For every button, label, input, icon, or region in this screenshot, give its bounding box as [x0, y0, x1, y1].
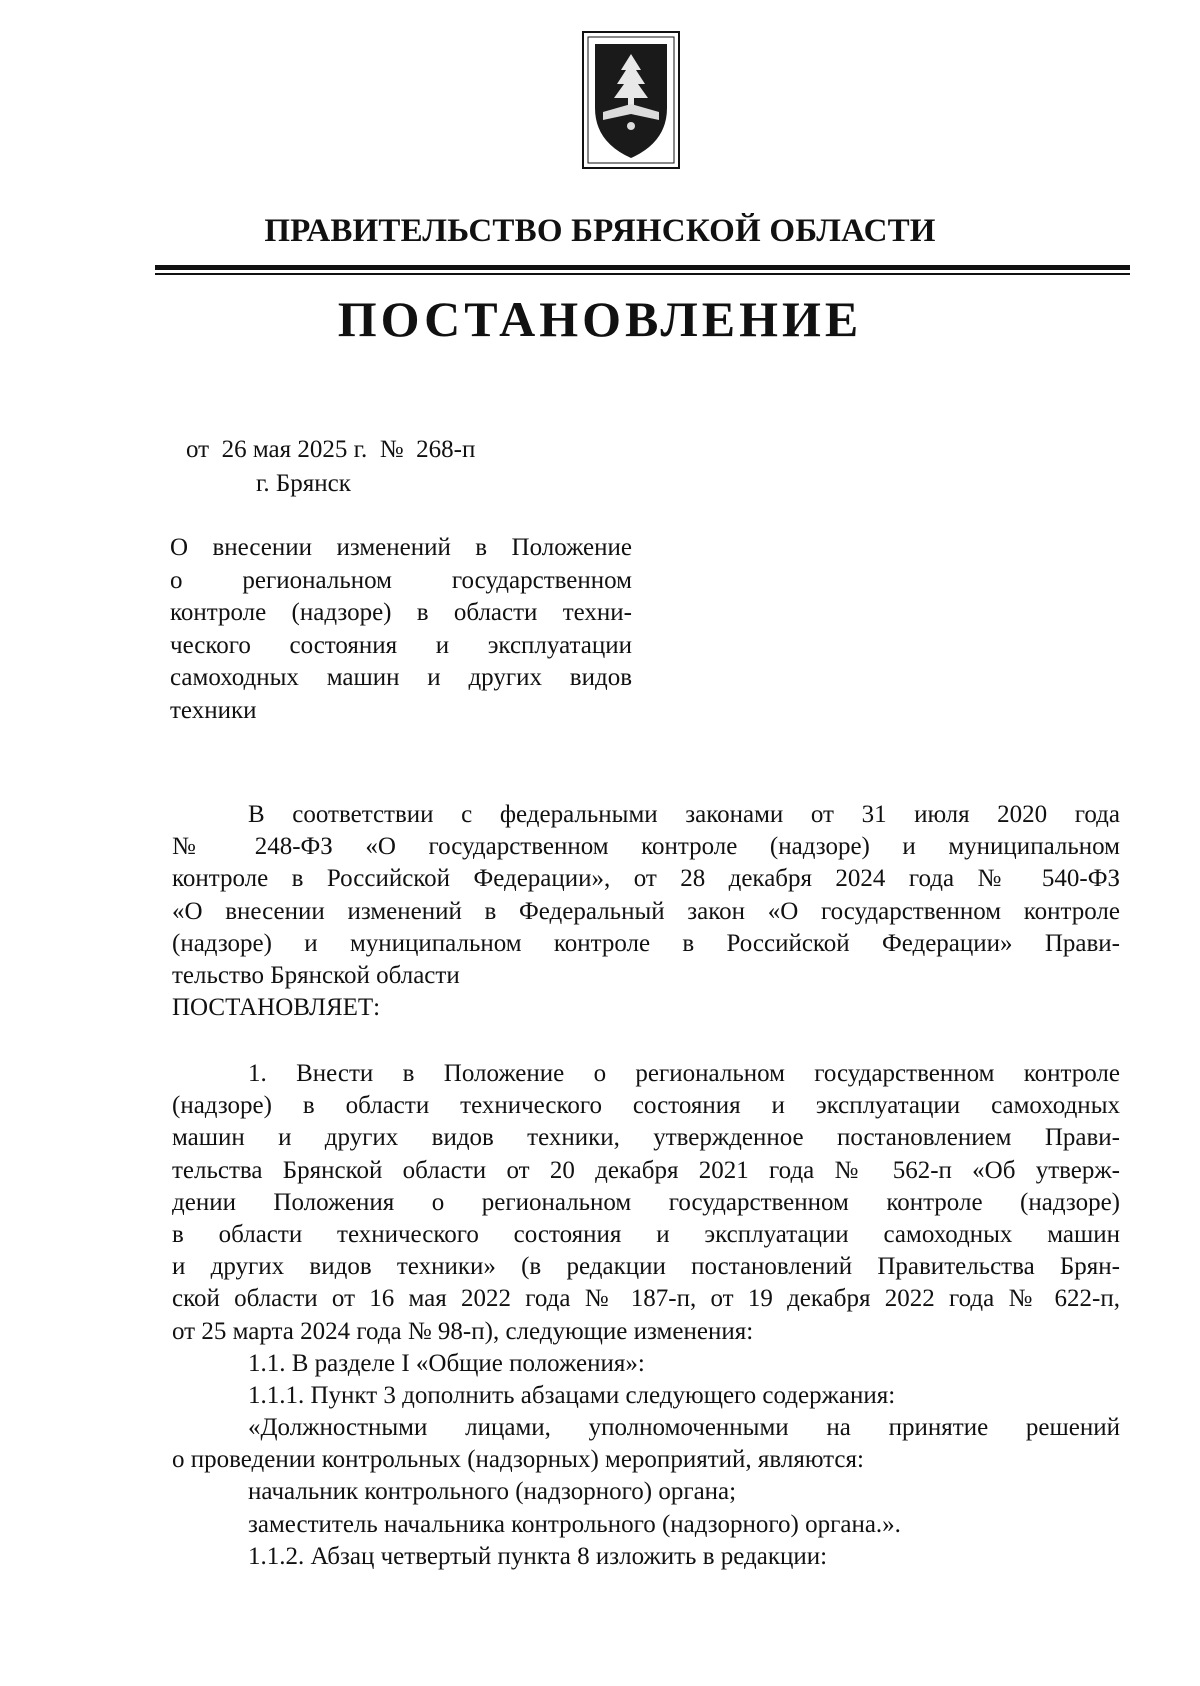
- text-line: от 25 марта 2024 года № 98-п), следующие изменения:: [172, 1317, 754, 1345]
- subject-line: контроле (надзоре) в области техни-: [170, 599, 632, 626]
- text-line: 1.1.2. Абзац четвертый пункта 8 изложить в редакции:: [248, 1542, 828, 1570]
- document-type-title: ПОСТАНОВЛЕНИЕ: [337, 291, 863, 347]
- government-title: ПРАВИТЕЛЬСТВО БРЯНСКОЙ ОБЛАСТИ: [264, 213, 936, 249]
- text-line: начальник контрольного (надзорного) органа;: [248, 1478, 737, 1506]
- subject-block: [170, 532, 632, 727]
- city-name: г. Брянск: [256, 470, 351, 497]
- text-line: и других видов техники» (в редакции постановлений Правительства Брян-: [172, 1253, 1120, 1281]
- subject-line: ческого состояния и эксплуатации: [170, 631, 632, 659]
- header-rule-thin: [155, 273, 1130, 275]
- text-line: «О внесении изменений в Федеральный закон «О государственном контроле: [172, 897, 1120, 925]
- item-1-block: [172, 1058, 1120, 1573]
- date-number-line: от 26 мая 2025 г. № 268-п: [186, 436, 476, 463]
- text-line: 1.1.1. Пункт 3 дополнить абзацами следующего содержания:: [248, 1381, 896, 1409]
- text-line: в области технического состояния и эксплуатации самоходных машин: [172, 1220, 1120, 1248]
- text-line: «Должностными лицами, уполномоченными на принятие решений: [248, 1414, 1120, 1442]
- text-line: № 248-ФЗ «О государственном контроле (надзоре) и муниципальном: [172, 833, 1120, 861]
- text-line: (надзоре) и муниципальном контроле в Российской Федерации» Прави-: [172, 929, 1120, 957]
- header-rule-thick: [155, 265, 1130, 270]
- preamble-paragraph: [172, 799, 1120, 1024]
- text-line: машин и других видов техники, утвержденное постановлением Прави-: [172, 1124, 1120, 1152]
- text-line: 1. Внести в Положение о региональном государственном контроле: [248, 1060, 1120, 1087]
- text-line: (надзоре) в области технического состояния и эксплуатации самоходных: [172, 1092, 1120, 1120]
- text-line: тельство Брянской области: [172, 961, 460, 989]
- text-line: заместитель начальника контрольного (надзорного) органа.».: [248, 1510, 901, 1538]
- text-line: 1.1. В разделе I «Общие положения»:: [248, 1349, 645, 1377]
- subject-line: о региональном государственном: [170, 566, 632, 594]
- text-line: о проведении контрольных (надзорных) мероприятий, являются:: [172, 1446, 864, 1474]
- text-line: В соответствии с федеральными законами от 31 июля 2020 года: [248, 801, 1120, 828]
- subject-line: техники: [170, 696, 257, 724]
- text-line: контроле в Российской Федерации», от 28 декабря 2024 года № 540-ФЗ: [172, 865, 1120, 893]
- text-line: тельства Брянской области от 20 декабря 2021 года № 562-п «Об утверж-: [172, 1156, 1120, 1184]
- subject-line: самоходных машин и других видов: [170, 664, 632, 691]
- text-line: ской области от 16 мая 2022 года № 187-п, от 19 декабря 2022 года № 622-п,: [172, 1285, 1120, 1313]
- resolves-keyword: ПОСТАНОВЛЯЕТ:: [172, 994, 381, 1022]
- subject-line: О внесении изменений в Положение: [170, 534, 632, 561]
- text-line: дении Положения о региональном государственном контроле (надзоре): [172, 1188, 1120, 1216]
- coat-of-arms-emblem: [581, 30, 681, 170]
